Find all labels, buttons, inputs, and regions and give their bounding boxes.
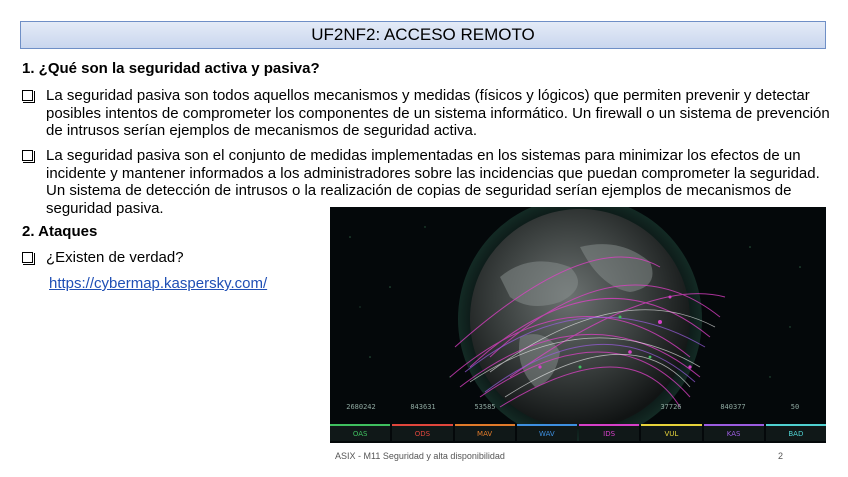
cybermap-tab-ids[interactable] xyxy=(579,424,639,441)
cybermap-tab-kas[interactable] xyxy=(704,424,764,441)
footer-course: ASIX - M11 Seguridad y alta disponibilidad xyxy=(335,451,505,461)
cybermap-tabs xyxy=(330,424,826,441)
cybermap-tab-label: KAS xyxy=(726,429,741,438)
cybermap-counter: 2680242 xyxy=(346,403,376,411)
cybermap-counter xyxy=(516,403,578,417)
checkbox-bullet-icon xyxy=(22,90,33,101)
bullet-text: ¿Existen de verdad? xyxy=(46,249,184,266)
cybermap-tab-label: ODS xyxy=(414,429,431,438)
bullet-item xyxy=(22,87,830,140)
cybermap-tab-wav[interactable] xyxy=(517,424,577,441)
cybermap-tab-mav[interactable] xyxy=(455,424,515,441)
cybermap-counter: 840377 xyxy=(720,403,746,411)
cybermap-tab-label: IDS xyxy=(603,429,616,438)
cybermap-tab-oas[interactable] xyxy=(330,424,390,441)
cybermap-tab-bad[interactable] xyxy=(766,424,826,441)
cybermap-screenshot xyxy=(330,207,826,443)
footer-page-number: 2 xyxy=(778,451,784,461)
cybermap-counter: 50 xyxy=(790,403,800,411)
section-heading-2: 2. Ataques xyxy=(22,223,98,240)
slide-title: UF2NF2: ACCESO REMOTO xyxy=(20,21,826,49)
cybermap-counter xyxy=(578,403,640,417)
bullet-text: La seguridad pasiva son el conjunto de medidas implementadas en los sistemas para minimizar los efectos de un incidente y mantener informados a los administradores sobre las incidencias que puedan comprometer la seguridad. Un sistema de detección de intrusos o la realización de copias de seguridad serían ejemplos de mecanismos de seguridad pasiva. xyxy=(46,147,820,217)
cybermap-counter: 843631 xyxy=(410,403,436,411)
cybermap-tab-label: BAD xyxy=(788,429,804,438)
cybermap-link[interactable]: https://cybermap.kaspersky.com/ xyxy=(49,275,268,292)
cybermap-tab-label: MAV xyxy=(477,429,493,438)
checkbox-bullet-icon xyxy=(22,252,33,263)
checkbox-bullet-icon xyxy=(22,150,33,161)
cybermap-tab-label: VUL xyxy=(664,429,679,438)
section-heading-1: 1. ¿Qué son la seguridad activa y pasiva? xyxy=(22,60,320,77)
cybermap-tab-ods[interactable] xyxy=(392,424,452,441)
cybermap-tab-label: OAS xyxy=(352,429,368,438)
cybermap-counters xyxy=(330,403,826,417)
bullet-text: La seguridad pasiva son todos aquellos mecanismos y medidas (físicos y lógicos) que permiten prevenir y detectar posibles intentos de comprometer los componentes de un sistema informático. Un firewall o un sistema de prevención de intrusos serían ejemplos de mecanismos de seguridad activa. xyxy=(46,87,830,139)
cybermap-tab-vul[interactable] xyxy=(641,424,701,441)
cybermap-counter: 37726 xyxy=(660,403,682,411)
bullet-item xyxy=(22,249,322,267)
cybermap-counter: 53585 xyxy=(474,403,496,411)
cybermap-tab-label: WAV xyxy=(539,429,555,438)
